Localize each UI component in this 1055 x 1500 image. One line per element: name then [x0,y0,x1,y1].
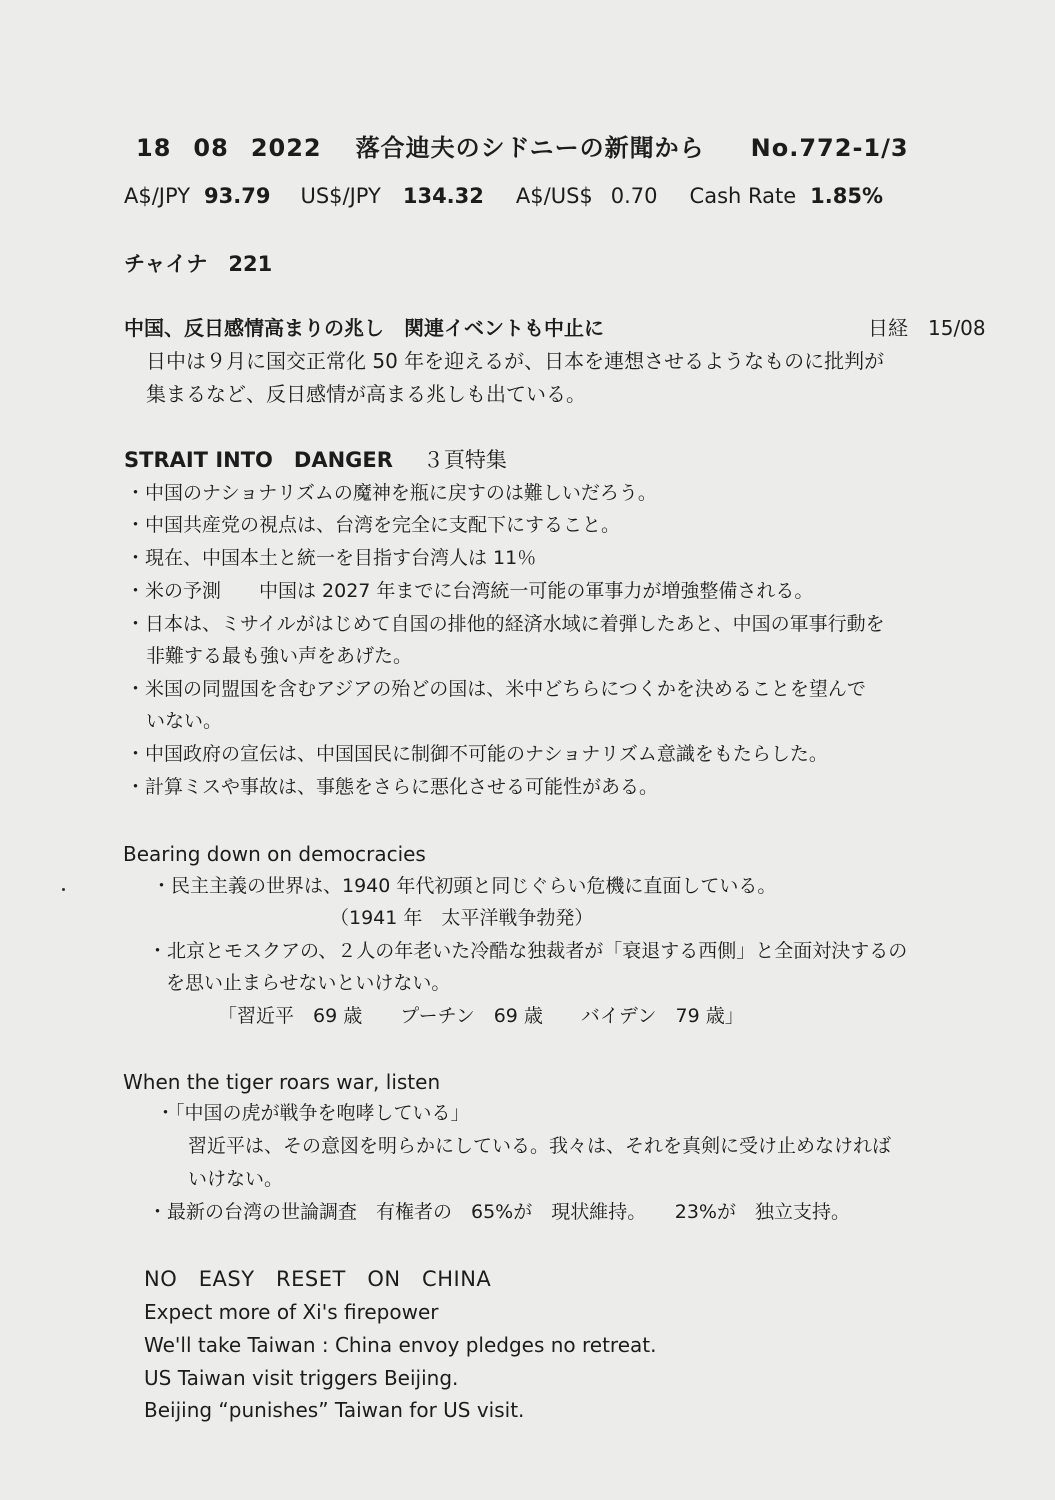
article4-headline: When the tiger roars war, listen [123,1070,441,1094]
article3-line: ・北京とモスクアの、２人の年老いた冷酷な独裁者が「衰退する西側」と全面対決するの [148,940,908,962]
headline-item: Expect more of Xi's firepower [144,1300,439,1324]
article2-bullet: ・中国のナショナリズムの魔神を瓶に戻すのは難しいだろう。 [126,482,657,504]
rates-line [124,186,883,207]
cash-rate-value: 1.85% [810,184,884,208]
header-line [136,136,909,160]
headline-item: US Taiwan visit triggers Beijing. [144,1366,459,1390]
article1-body-line: 日中は９月に国交正常化 50 年を迎えるが、日本を連想させるようなものに批判が [146,349,885,373]
scan-speck [62,888,65,891]
article3-line: を思い止まらせないといけない。 [166,972,451,994]
aud-jpy-value: 93.79 [204,184,271,208]
cash-rate-label: Cash Rate [689,184,797,208]
article2-bullet: ・中国共産党の視点は、台湾を完全に支配下にすること。 [126,514,621,536]
article2-bullet: ・米の予測 中国は 2027 年までに台湾統一可能の軍事力が増強整備される。 [126,580,814,602]
article1-source: 日経 15/08 [868,316,986,340]
section-title: チャイナ 221 [124,252,273,276]
article4-line: ・最新の台湾の世論調査 有権者の 65%が 現状維持。 23%が 独立支持。 [148,1201,850,1223]
article3-line: ・民主主義の世界は、1940 年代初頭と同じぐらい危機に直面している。 [152,875,777,897]
article4-line: いけない。 [188,1168,284,1190]
article2-bullet: ・中国政府の宣伝は、中国国民に制御不可能のナショナリズム意識をもたらした。 [126,743,828,765]
article4-line: 習近平は、その意図を明らかにしている。我々は、それを真剣に受け止めなければ [188,1135,892,1157]
header-day: 18 [136,134,172,162]
aud-usd-value: 0.70 [610,184,658,208]
article2-bullet: ・日本は、ミサイルがはじめて自国の排他的経済水域に着弾したあと、中国の軍事行動を [126,613,885,635]
header-issue: No.772-1/3 [750,134,909,162]
usd-jpy-label: US$/JPY [300,184,381,208]
aud-usd-label: A$/US$ [515,184,593,208]
article2-bullet: ・計算ミスや事故は、事態をさらに悪化させる可能性がある。 [126,776,659,798]
headline-item: NO EASY RESET ON CHINA [144,1267,492,1291]
article3-headline: Bearing down on democracies [123,842,426,866]
article2-headline-en: STRAIT INTO DANGER [124,448,393,472]
headline-item: We'll take Taiwan : China envoy pledges no retreat. [144,1333,657,1357]
article4-line: ・「中国の虎が戦争を咆哮している」 [156,1102,470,1124]
headline-item: Beijing “punishes” Taiwan for US visit. [144,1398,525,1422]
article2-bullet: ・米国の同盟国を含むアジアの殆どの国は、米中どちらにつくかを決めることを望んで [126,678,866,700]
usd-jpy-value: 134.32 [402,184,484,208]
article3-line: （1941 年 太平洋戦争勃発） [330,907,594,929]
article1-body-line: 集まるなど、反日感情が高まる兆しも出ている。 [146,382,586,406]
article2-bullet-continuation: 非難する最も強い声をあげた。 [146,645,413,667]
article2-headline [124,450,507,471]
article2-bullet-continuation: いない。 [146,710,223,732]
header-month: 08 [193,134,229,162]
header-year: 2022 [250,134,322,162]
header-title: 落合迪夫のシドニーの新聞から [355,134,705,162]
aud-jpy-label: A$/JPY [124,184,191,208]
article2-headline-jp: ３頁特集 [422,448,507,472]
article2-bullet: ・現在、中国本土と統一を目指す台湾人は 11％ [126,547,537,569]
article1-headline: 中国、反日感情高まりの兆し 関連イベントも中止に [124,316,604,340]
article3-ages-line: 「習近平 69 歳 プーチン 69 歳 バイデン 79 歳」 [218,1005,744,1027]
